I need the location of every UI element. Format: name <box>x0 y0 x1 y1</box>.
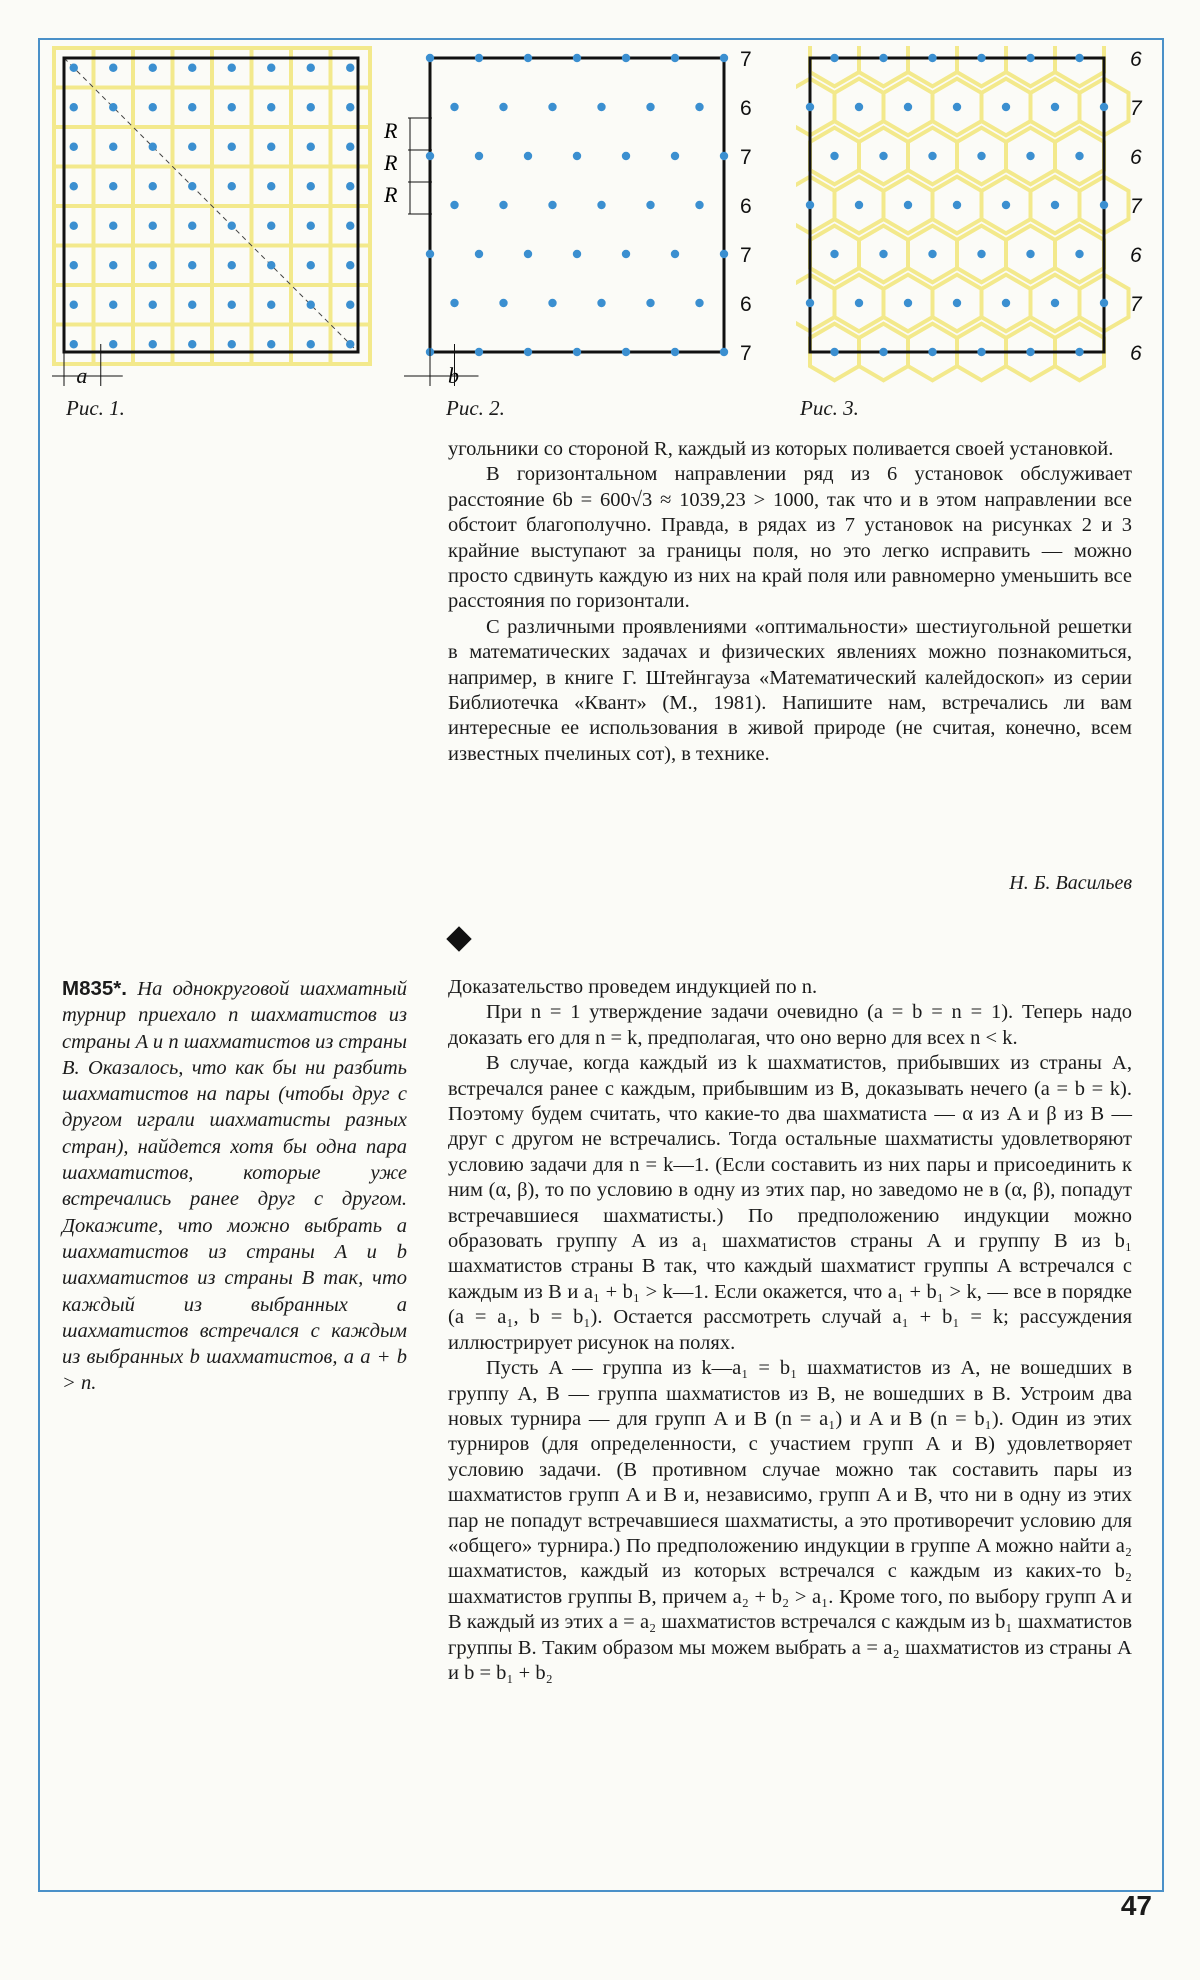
figure-2 <box>380 46 790 388</box>
figure-1-sprinkler-dot <box>149 182 157 190</box>
problem-number: М835*. <box>62 977 127 1000</box>
problem-text: На однокруговой шахматный турнир приехало n шахматистов из страны A и n шахматистов из страны B. Оказалось, что как бы ни разбить шахматистов на пары (чтобы друг с другом играли шахматисты разных стран), найдется хотя бы одна пара шахматистов, которые уже встречались ранее друг с другом. Докажите, что можно выбрать a шахматистов из страны A и b шахматистов из страны B так, что каждый из выбранных a шахматистов встречался с каждым из выбранных b шахматистов, а a + b > n. <box>62 978 407 1395</box>
figure-2-sprinkler-dot <box>622 152 630 160</box>
figure-3-sprinkler-dot <box>830 250 838 258</box>
figure-2-sprinkler-dot <box>597 299 605 307</box>
figure-3-sprinkler-dot <box>1051 201 1059 209</box>
figure-3-hex-cell <box>796 275 835 332</box>
figure-1-square-grid <box>52 46 374 388</box>
figure-1-sprinkler-dot <box>346 64 354 72</box>
figure-1-sprinkler-dot <box>70 261 78 269</box>
figure-1-caption: Рис. 1. <box>66 396 125 420</box>
figure-2-row-count: 6 <box>740 293 752 316</box>
figure-1-sprinkler-dot <box>188 340 196 348</box>
figure-3-sprinkler-dot <box>904 299 912 307</box>
figure-2-sprinkler-dot <box>720 348 728 356</box>
figure-3-sprinkler-dot <box>1026 54 1034 62</box>
figure-3-row-count: 7 <box>1130 195 1142 218</box>
figure-3-sprinkler-dot <box>855 103 863 111</box>
figure-1-sprinkler-dot <box>149 64 157 72</box>
figure-1-sprinkler-dot <box>149 222 157 230</box>
figure-3-sprinkler-dot <box>977 152 985 160</box>
figure-1-sprinkler-dot <box>188 182 196 190</box>
figure-3-sprinkler-dot <box>1002 103 1010 111</box>
figure-3-sprinkler-dot <box>806 201 814 209</box>
figure-2-r-label: R <box>384 150 398 175</box>
solution-paragraph: Пусть A — группа из k—a₁ = b₁ шахматистов из A, не вошедших в группу A, B — группа шахматистов из B, не вошедших в B. Устроим два новых турнира — для групп A и B (n = a₁) и A и B (n = b₁). Один из этих турниров (для определенности, с участием групп A и B) удовлетворяет условию задачи. (В противном случае можно так составить пары из шахматистов групп A и B и, независимо, групп A и B, что ни в одну из этих пар не попадут встречавшиеся шахматисты, а это противоречит условию для «общего» турнира.) По предположению индукции в группе A можно найти a₂ шахматистов, каждый из которых встречался с каждым из каких-то b₂ шахматистов группы B, причем a₂ + b₂ > a₁. Кроме того, по выбору групп A и B каждый из этих a = a₂ шахматистов встречался с каждым из b₁ шахматистов группы B. Таким образом мы можем выбрать a = a₂ шахматистов из страны A и b = b₁ + b₂ <box>448 1357 1132 1684</box>
figure-1-sprinkler-dot <box>149 143 157 151</box>
figure-1-sprinkler-dot <box>228 222 236 230</box>
figure-3-sprinkler-dot <box>1100 103 1108 111</box>
figure-2-sprinkler-dot <box>597 201 605 209</box>
figure-2-sprinkler-dot <box>450 201 458 209</box>
figure-2-sprinkler-dot <box>475 54 483 62</box>
figure-1-sprinkler-dot <box>188 261 196 269</box>
figure-1-sprinkler-dot <box>346 143 354 151</box>
figure-1-sprinkler-dot <box>109 103 117 111</box>
figure-3-sprinkler-dot <box>806 103 814 111</box>
figure-3-sprinkler-dot <box>830 152 838 160</box>
figure-2-caption: Рис. 2. <box>446 396 505 420</box>
figure-1-sprinkler-dot <box>228 261 236 269</box>
figure-1-sprinkler-dot <box>307 222 315 230</box>
figure-2-r-label: R <box>384 182 398 207</box>
figure-2-sprinkler-dot <box>450 299 458 307</box>
figure-3-hexagonal-grid <box>796 46 1156 388</box>
solution-paragraph: угольники со стороной R, каждый из которых поливается своей установкой. <box>448 438 1114 460</box>
figure-1-sprinkler-dot <box>228 182 236 190</box>
figure-3-sprinkler-dot <box>928 152 936 160</box>
figure-3-sprinkler-dot <box>928 250 936 258</box>
figure-1-sprinkler-dot <box>267 222 275 230</box>
figure-2-sprinkler-dot <box>622 250 630 258</box>
figure-2-row-count: 6 <box>740 97 752 120</box>
figure-3-sprinkler-dot <box>977 54 985 62</box>
problem-solution <box>448 975 1132 1686</box>
figure-2-sprinkler-dot <box>426 54 434 62</box>
figure-3-sprinkler-dot <box>1026 348 1034 356</box>
solution-continued <box>448 437 1132 767</box>
figure-3-sprinkler-dot <box>830 54 838 62</box>
figure-1-sprinkler-dot <box>307 301 315 309</box>
figure-2-sprinkler-dot <box>524 348 532 356</box>
figure-2-sprinkler-dot <box>499 201 507 209</box>
figure-2-sprinkler-dot <box>573 54 581 62</box>
figure-1-sprinkler-dot <box>267 301 275 309</box>
page-number: 47 <box>1120 1890 1152 1921</box>
figure-1-sprinkler-dot <box>307 103 315 111</box>
figure-1-sprinkler-dot <box>228 340 236 348</box>
figure-1-sprinkler-dot <box>70 301 78 309</box>
figure-3-row-count: 7 <box>1130 97 1142 120</box>
figure-1-sprinkler-dot <box>267 103 275 111</box>
figure-3-sprinkler-dot <box>1026 250 1034 258</box>
figure-2-sprinkler-dot <box>426 152 434 160</box>
figure-2-row-count: 7 <box>740 48 752 71</box>
figure-1-sprinkler-dot <box>346 222 354 230</box>
figure-2-sprinkler-dot <box>573 348 581 356</box>
figure-3-sprinkler-dot <box>855 299 863 307</box>
figure-3-row-count: 7 <box>1130 293 1142 316</box>
figure-2-sprinkler-dot <box>524 54 532 62</box>
figure-1-sprinkler-dot <box>307 261 315 269</box>
solution-paragraph: В горизонтальном направлении ряд из 6 установок обслуживает расстояние 6b = 600√3 ≈ 1039,23 > 1000, так что и в этом направлении все обстоит благополучно. Правда, в рядах из 7 установок на рисунках 2 и 3 крайние выступают за границы поля, но это легко исправить — можно просто сдвинуть каждую из них на край поля или равномерно уменьшить все расстояния по горизонтали. <box>448 463 1132 613</box>
figure-2-row-count: 7 <box>740 244 752 267</box>
figure-1-sprinkler-dot <box>109 182 117 190</box>
figure-2-sprinkler-dot <box>720 152 728 160</box>
figure-2-sprinkler-dot <box>548 299 556 307</box>
figure-1-sprinkler-dot <box>149 301 157 309</box>
figure-2-sprinkler-dot <box>573 250 581 258</box>
figure-1-sprinkler-dot <box>70 143 78 151</box>
figure-3-row-count: 6 <box>1130 342 1142 365</box>
figure-2-sprinkler-dot <box>695 201 703 209</box>
figure-1-sprinkler-dot <box>267 64 275 72</box>
figure-2-sprinkler-dot <box>622 348 630 356</box>
figure-1-sprinkler-dot <box>346 301 354 309</box>
figure-1-sprinkler-dot <box>188 143 196 151</box>
figure-1-sprinkler-dot <box>346 340 354 348</box>
figure-1-sprinkler-dot <box>346 182 354 190</box>
figure-2-sprinkler-dot <box>499 103 507 111</box>
figure-2-sprinkler-dot <box>646 201 654 209</box>
figure-1-sprinkler-dot <box>149 103 157 111</box>
figure-3-sprinkler-dot <box>977 250 985 258</box>
figure-2-dim-label: b <box>448 363 459 388</box>
figure-2-sprinkler-dot <box>573 152 581 160</box>
figure-2-sprinkler-dot <box>499 299 507 307</box>
figure-2-sprinkler-dot <box>720 54 728 62</box>
figure-1-sprinkler-dot <box>307 182 315 190</box>
figure-1-sprinkler-dot <box>346 261 354 269</box>
figure-2-sprinkler-dot <box>475 152 483 160</box>
figure-1-sprinkler-dot <box>188 222 196 230</box>
figure-2-sprinkler-dot <box>695 103 703 111</box>
figure-2-field-boundary <box>430 58 724 352</box>
figure-3-sprinkler-dot <box>953 103 961 111</box>
problem-statement <box>62 976 407 1397</box>
figure-1-sprinkler-dot <box>70 340 78 348</box>
figure-3-sprinkler-dot <box>1002 201 1010 209</box>
figure-1-sprinkler-dot <box>149 340 157 348</box>
figure-3-sprinkler-dot <box>1100 299 1108 307</box>
figure-1-sprinkler-dot <box>188 103 196 111</box>
figure-3-sprinkler-dot <box>806 299 814 307</box>
figure-2-sprinkler-dot <box>524 250 532 258</box>
figure-2-row-count: 7 <box>740 342 752 365</box>
figure-2-sprinkler-dot <box>720 250 728 258</box>
figure-3-sprinkler-dot <box>879 250 887 258</box>
figure-3-sprinkler-dot <box>1026 152 1034 160</box>
figure-2-row-count: 6 <box>740 195 752 218</box>
figure-1-sprinkler-dot <box>109 261 117 269</box>
figure-1-sprinkler-dot <box>149 261 157 269</box>
figure-3-sprinkler-dot <box>1051 299 1059 307</box>
figure-1-sprinkler-dot <box>228 301 236 309</box>
figure-1-sprinkler-dot <box>109 64 117 72</box>
figure-1-sprinkler-dot <box>109 143 117 151</box>
figure-1-sprinkler-dot <box>307 340 315 348</box>
figure-3-row-count: 6 <box>1130 244 1142 267</box>
figure-3-sprinkler-dot <box>904 201 912 209</box>
figure-2-sprinkler-dot <box>671 54 679 62</box>
solution-paragraph: В случае, когда каждый из k шахматистов, прибывших из страны A, встречался ранее с каждым, прибывшим из B, доказывать нечего (a = b = k). Поэтому будем считать, что какие-то два шахматиста — α из A и β из B — друг с другом не встречались. Тогда остальные шахматисты удовлетворяют условию задачи для n = k—1. (Если составить из них пары и присоединить к ним (α, β), то по условию в одну из этих пар, но заведомо не в (α, β), попадут встречавшиеся шахматисты.) По предположению индукции можно образовать группу A из a₁ шахматистов страны A и группу B из b₁ шахматистов страны B так, что каждый шахматист группы A встречался с каждым из B и a₁ + b₁ > k—1. Если окажется, что a₁ + b₁ > k, — все в порядке (a = a₁, b = b₁). Остается рассмотреть случай a₁ + b₁ = k; рассуждения иллюстрирует рисунок на полях. <box>448 1052 1132 1354</box>
figure-1-sprinkler-dot <box>267 143 275 151</box>
figure-3-sprinkler-dot <box>953 201 961 209</box>
figure-3-hex-cell <box>1006 46 1055 86</box>
figure-2-sprinkler-dot <box>597 103 605 111</box>
figure-3-sprinkler-dot <box>879 54 887 62</box>
figure-3-sprinkler-dot <box>928 54 936 62</box>
figure-1-sprinkler-dot <box>109 301 117 309</box>
solution-paragraph: При n = 1 утверждение задачи очевидно (a = b = n = 1). Теперь надо доказать его для n = k, предполагая, что оно верно для всех n < k. <box>448 1001 1132 1049</box>
figure-3-row-count: 6 <box>1130 48 1142 71</box>
solution-paragraph: С различными проявлениями «оптимальности» шестиугольной решетки в математических задачах и физических явлениях можно познакомиться, например, в книге Г. Штейнгауза «Математический калейдоскоп» из серии Библиотечка «Квант» (М., 1981). Напишите нам, встречались ли вам интересные ее использования в живой природе (не считая, конечно, всем известных пчелиных сот), в технике. <box>448 615 1132 765</box>
figure-1-sprinkler-dot <box>267 261 275 269</box>
figure-1-sprinkler-dot <box>70 182 78 190</box>
figure-1-sprinkler-dot <box>70 103 78 111</box>
figure-1 <box>52 46 374 388</box>
figure-3-sprinkler-dot <box>928 348 936 356</box>
figure-3-sprinkler-dot <box>1100 201 1108 209</box>
figure-2-r-label: R <box>384 118 398 143</box>
figure-1-sprinkler-dot <box>70 222 78 230</box>
figure-3-sprinkler-dot <box>953 299 961 307</box>
figure-3-sprinkler-dot <box>1002 299 1010 307</box>
figure-3-caption: Рис. 3. <box>800 396 859 420</box>
figure-1-sprinkler-dot <box>70 64 78 72</box>
figure-3-sprinkler-dot <box>830 348 838 356</box>
figure-3-sprinkler-dot <box>879 348 887 356</box>
figure-3-sprinkler-dot <box>1051 103 1059 111</box>
figure-1-sprinkler-dot <box>228 103 236 111</box>
figure-3-hex-cell <box>796 79 835 136</box>
figure-1-sprinkler-dot <box>346 103 354 111</box>
figure-3-sprinkler-dot <box>977 348 985 356</box>
figure-3-hex-cell <box>810 46 859 86</box>
figure-2-row-count: 7 <box>740 146 752 169</box>
figure-2-triangular-grid <box>380 46 790 388</box>
figure-1-sprinkler-dot <box>228 64 236 72</box>
figure-1-sprinkler-dot <box>307 143 315 151</box>
figure-2-sprinkler-dot <box>695 299 703 307</box>
figure-1-sprinkler-dot <box>188 301 196 309</box>
figure-3-sprinkler-dot <box>1075 348 1083 356</box>
figure-3-hex-cell <box>796 177 835 234</box>
figure-1-dim-label: a <box>76 363 88 388</box>
figure-1-sprinkler-dot <box>109 340 117 348</box>
figure-2-sprinkler-dot <box>524 152 532 160</box>
figure-3-sprinkler-dot <box>1075 250 1083 258</box>
figure-3-sprinkler-dot <box>904 103 912 111</box>
figure-2-sprinkler-dot <box>622 54 630 62</box>
figure-2-sprinkler-dot <box>548 201 556 209</box>
figure-2-sprinkler-dot <box>450 103 458 111</box>
figure-1-sprinkler-dot <box>188 64 196 72</box>
figure-1-sprinkler-dot <box>267 340 275 348</box>
figure-3-sprinkler-dot <box>1075 152 1083 160</box>
figure-3-sprinkler-dot <box>855 201 863 209</box>
figure-2-sprinkler-dot <box>671 152 679 160</box>
figure-2-sprinkler-dot <box>646 103 654 111</box>
figure-3-hex-cell <box>957 46 1006 86</box>
figure-1-sprinkler-dot <box>267 182 275 190</box>
figure-1-sprinkler-dot <box>109 222 117 230</box>
figure-3-sprinkler-dot <box>1075 54 1083 62</box>
figure-2-sprinkler-dot <box>671 250 679 258</box>
figure-3-row-count: 6 <box>1130 146 1142 169</box>
figure-2-sprinkler-dot <box>426 250 434 258</box>
figure-3 <box>796 46 1156 388</box>
figure-2-sprinkler-dot <box>646 299 654 307</box>
figure-3-hex-cell <box>859 46 908 86</box>
figure-3-sprinkler-dot <box>879 152 887 160</box>
figure-2-sprinkler-dot <box>671 348 679 356</box>
author-signature: Н. Б. Васильев <box>1009 872 1132 894</box>
figure-2-sprinkler-dot <box>548 103 556 111</box>
figure-2-sprinkler-dot <box>475 348 483 356</box>
figure-3-hex-cell <box>1055 46 1104 86</box>
figure-1-sprinkler-dot <box>307 64 315 72</box>
solution-paragraph: Доказательство проведем индукцией по n. <box>448 976 818 998</box>
figure-1-sprinkler-dot <box>228 143 236 151</box>
figure-3-hex-cell <box>908 46 957 86</box>
figure-2-sprinkler-dot <box>475 250 483 258</box>
